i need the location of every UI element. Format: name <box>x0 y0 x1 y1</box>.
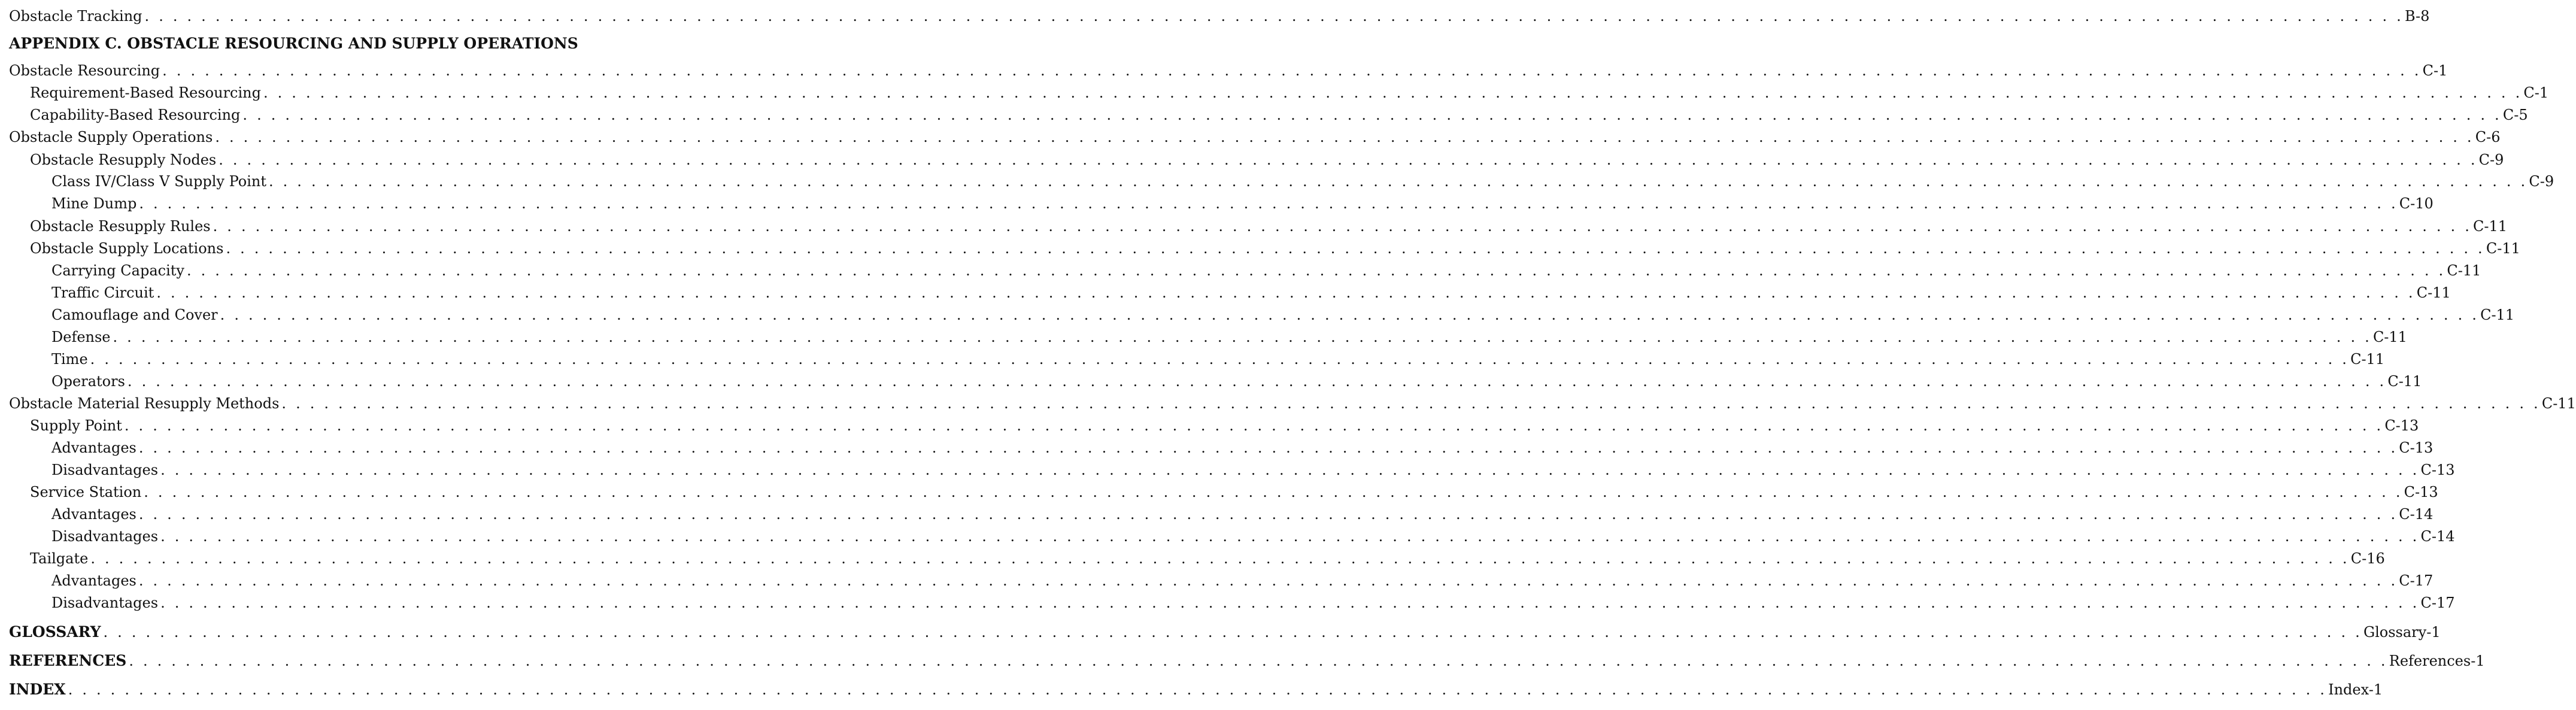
toc-entry <box>9 172 2554 190</box>
toc-entry <box>9 284 2451 302</box>
toc-entry-page: C-11 <box>2541 395 2576 412</box>
toc-entry-label: Advantages <box>51 506 136 523</box>
toc-entry-label: Camouflage and Cover <box>51 307 218 323</box>
dot-leader: . . . . . . . . . . . . . . . . . . . . . . . . . . . . . . . . . . . . . . . . . . . . . . . . . . . . . . . . . . . . . . . . . . . . . . . . . . . . . . . . . . . . . . . . . . . . . . . . . . . . . . . . . . . . . . . . . . . . . . . . . . . . . . . . . . . . . . . . . . . . . . . . . . . . . . . . . . . . . . . . <box>127 373 2387 390</box>
toc-entry <box>9 262 2481 280</box>
toc-entry-page: C-1 <box>2523 84 2549 101</box>
dot-leader: . . . . . . . . . . . . . . . . . . . . . . . . . . . . . . . . . . . . . . . . . . . . . . . . . . . . . . . . . . . . . . . . . . . . . . . . . . . . . . . . . . . . . . . . . . . . . . . . . . . . . . . . . . . . . . . . . . . . . . . . . . . . . . . . . . . . . . . . . . . . . . . . . . . . . . . . . . . . . . . . <box>186 262 2446 279</box>
toc-entry-page: C-14 <box>2420 528 2455 545</box>
toc-entry-label: Obstacle Resupply Nodes <box>30 151 217 168</box>
toc-entry-page: C-11 <box>2473 218 2508 235</box>
toc-entry-label: Disadvantages <box>51 594 159 611</box>
toc-entry <box>9 106 2528 124</box>
toc-entry-page: C-13 <box>2399 439 2434 456</box>
toc-entry-page: C-13 <box>2420 462 2455 478</box>
dot-leader: . . . . . . . . . . . . . . . . . . . . . . . . . . . . . . . . . . . . . . . . . . . . . . . . . . . . . . . . . . . . . . . . . . . . . . . . . . . . . . . . . . . . . . . . . . . . . . . . . . . . . . . . . . . . . . . . . . . . . . . . . . . . . . . . . . . . . . . . . . . . . . . . . . . . . . . . . . . . . . . . <box>160 528 2420 545</box>
dot-leader: . . . . . . . . . . . . . . . . . . . . . . . . . . . . . . . . . . . . . . . . . . . . . . . . . . . . . . . . . . . . . . . . . . . . . . . . . . . . . . . . . . . . . . . . . . . . . . . . . . . . . . . . . . . . . . . . . . . . . . . . . . . . . . . . . . . . . . . . . . . . . . . . . . . . . . . . . . . . . . . . <box>138 506 2398 523</box>
dot-leader: . . . . . . . . . . . . . . . . . . . . . . . . . . . . . . . . . . . . . . . . . . . . . . . . . . . . . . . . . . . . . . . . . . . . . . . . . . . . . . . . . . . . . . . . . . . . . . . . . . . . . . . . . . . . . . . . . . . . . . . . . . . . . . . . . . . . . . . . . . . . . . . . . . . . . . . . . . . . . . . . <box>268 173 2528 190</box>
toc-entry-label: GLOSSARY <box>9 623 101 641</box>
toc-entry-label: Carrying Capacity <box>51 262 184 279</box>
dot-leader: . . . . . . . . . . . . . . . . . . . . . . . . . . . . . . . . . . . . . . . . . . . . . . . . . . . . . . . . . . . . . . . . . . . . . . . . . . . . . . . . . . . . . . . . . . . . . . . . . . . . . . . . . . . . . . . . . . . . . . . . . . . . . . . . . . . . . . . . . . . . . . . . . . . . . . . . . . . . . . . . <box>68 681 2328 698</box>
toc-entry <box>9 505 2434 523</box>
toc-entry <box>9 527 2455 545</box>
dot-leader: . . . . . . . . . . . . . . . . . . . . . . . . . . . . . . . . . . . . . . . . . . . . . . . . . . . . . . . . . . . . . . . . . . . . . . . . . . . . . . . . . . . . . . . . . . . . . . . . . . . . . . . . . . . . . . . . . . . . . . . . . . . . . . . . . . . . . . . . . . . . . . . . . . . . . . . . . . . . . . . . <box>162 62 2422 79</box>
dot-leader: . . . . . . . . . . . . . . . . . . . . . . . . . . . . . . . . . . . . . . . . . . . . . . . . . . . . . . . . . . . . . . . . . . . . . . . . . . . . . . . . . . . . . . . . . . . . . . . . . . . . . . . . . . . . . . . . . . . . . . . . . . . . . . . . . . . . . . . . . . . . . . . . . . . . . . . . . . . . . . . . <box>90 351 2350 368</box>
toc-entry-label: Operators <box>51 373 125 390</box>
toc-entry-label: Obstacle Material Resupply Methods <box>9 395 280 412</box>
dot-leader: . . . . . . . . . . . . . . . . . . . . . . . . . . . . . . . . . . . . . . . . . . . . . . . . . . . . . . . . . . . . . . . . . . . . . . . . . . . . . . . . . . . . . . . . . . . . . . . . . . . . . . . . . . . . . . . . . . . . . . . . . . . . . . . . . . . . . . . . . . . . . . . . . . . . . . . . . . . . . . . . <box>242 107 2502 123</box>
dot-leader: . . . . . . . . . . . . . . . . . . . . . . . . . . . . . . . . . . . . . . . . . . . . . . . . . . . . . . . . . . . . . . . . . . . . . . . . . . . . . . . . . . . . . . . . . . . . . . . . . . . . . . . . . . . . . . . . . . . . . . . . . . . . . . . . . . . . . . . . . . . . . . . . . . . . . . . . . . . . . . . . <box>144 484 2403 500</box>
toc-entry-page: C-11 <box>2447 262 2481 279</box>
dot-leader: . . . . . . . . . . . . . . . . . . . . . . . . . . . . . . . . . . . . . . . . . . . . . . . . . . . . . . . . . . . . . . . . . . . . . . . . . . . . . . . . . . . . . . . . . . . . . . . . . . . . . . . . . . . . . . . . . . . . . . . . . . . . . . . . . . . . . . . . . . . . . . . . . . . . . . . . . . . . . . . . <box>160 462 2420 478</box>
toc-entry-label: Disadvantages <box>51 462 159 478</box>
toc-entry <box>9 594 2455 612</box>
dot-leader: . . . . . . . . . . . . . . . . . . . . . . . . . . . . . . . . . . . . . . . . . . . . . . . . . . . . . . . . . . . . . . . . . . . . . . . . . . . . . . . . . . . . . . . . . . . . . . . . . . . . . . . . . . . . . . . . . . . . . . . . . . . . . . . . . . . . . . . . . . . . . . . . . . . . . . . . . . . . . . . . <box>90 550 2350 567</box>
dot-leader: . . . . . . . . . . . . . . . . . . . . . . . . . . . . . . . . . . . . . . . . . . . . . . . . . . . . . . . . . . . . . . . . . . . . . . . . . . . . . . . . . . . . . . . . . . . . . . . . . . . . . . . . . . . . . . . . . . . . . . . . . . . . . . . . . . . . . . . . . . . . . . . . . . . . . . . . . . . . . . . . <box>139 195 2398 212</box>
toc-entry <box>9 350 2385 368</box>
toc-entry-page: C-11 <box>2387 373 2422 390</box>
toc-entry <box>9 483 2438 501</box>
toc-entry-page: C-1 <box>2422 62 2448 79</box>
toc-entry-page: B-8 <box>2404 8 2430 25</box>
toc-entry-page: C-16 <box>2350 550 2385 567</box>
toc-entry-label: APPENDIX C. OBSTACLE RESOURCING AND SUPPLY OPERATIONS <box>9 35 578 52</box>
toc-entry <box>9 328 2407 346</box>
toc-entry-page: C-13 <box>2404 484 2438 500</box>
toc-entry-page: C-10 <box>2399 195 2434 212</box>
dot-leader: . . . . . . . . . . . . . . . . . . . . . . . . . . . . . . . . . . . . . . . . . . . . . . . . . . . . . . . . . . . . . . . . . . . . . . . . . . . . . . . . . . . . . . . . . . . . . . . . . . . . . . . . . . . . . . . . . . . . . . . . . . . . . . . . . . . . . . . . . . . . . . . . . . . . . . . . . . . . . . . . <box>213 218 2472 235</box>
dot-leader: . . . . . . . . . . . . . . . . . . . . . . . . . . . . . . . . . . . . . . . . . . . . . . . . . . . . . . . . . . . . . . . . . . . . . . . . . . . . . . . . . . . . . . . . . . . . . . . . . . . . . . . . . . . . . . . . . . . . . . . . . . . . . . . . . . . . . . . . . . . . . . . . . . . . . . . . . . . . . . . . <box>138 572 2398 589</box>
toc-entry <box>9 652 2485 670</box>
toc-entry <box>9 195 2434 213</box>
toc-entry-page: C-9 <box>2478 151 2504 168</box>
toc-entry-page: C-11 <box>2416 284 2451 301</box>
toc-entry-label: Supply Point <box>30 417 122 434</box>
toc-entry-page: C-17 <box>2399 572 2434 589</box>
toc-entry-label: Obstacle Tracking <box>9 8 142 25</box>
toc-entry-page: C-17 <box>2420 594 2455 611</box>
toc-entry-label: Mine Dump <box>51 195 137 212</box>
toc-entry <box>9 550 2385 568</box>
dot-leader: . . . . . . . . . . . . . . . . . . . . . . . . . . . . . . . . . . . . . . . . . . . . . . . . . . . . . . . . . . . . . . . . . . . . . . . . . . . . . . . . . . . . . . . . . . . . . . . . . . . . . . . . . . . . . . . . . . . . . . . . . . . . . . . . . . . . . . . . . . . . . . . . . . . . . . . . . . . . . . . . <box>226 240 2485 257</box>
dot-leader: . . . . . . . . . . . . . . . . . . . . . . . . . . . . . . . . . . . . . . . . . . . . . . . . . . . . . . . . . . . . . . . . . . . . . . . . . . . . . . . . . . . . . . . . . . . . . . . . . . . . . . . . . . . . . . . . . . . . . . . . . . . . . . . . . . . . . . . . . . . . . . . . . . . . . . . . . . . . . . . . <box>138 439 2398 456</box>
dot-leader: . . . . . . . . . . . . . . . . . . . . . . . . . . . . . . . . . . . . . . . . . . . . . . . . . . . . . . . . . . . . . . . . . . . . . . . . . . . . . . . . . . . . . . . . . . . . . . . . . . . . . . . . . . . . . . . . . . . . . . . . . . . . . . . . . . . . . . . . . . . . . . . . . . . . . . . . . . . . . . . . <box>160 594 2420 611</box>
toc-entry-label: Obstacle Supply Locations <box>30 240 224 257</box>
toc-entry-label: INDEX <box>9 681 66 698</box>
toc-entry-label: Traffic Circuit <box>51 284 154 301</box>
toc-entry-page: C-11 <box>2350 351 2385 368</box>
toc-entry-label: Tailgate <box>30 550 89 567</box>
dot-leader: . . . . . . . . . . . . . . . . . . . . . . . . . . . . . . . . . . . . . . . . . . . . . . . . . . . . . . . . . . . . . . . . . . . . . . . . . . . . . . . . . . . . . . . . . . . . . . . . . . . . . . . . . . . . . . . . . . . . . . . . . . . . . . . . . . . . . . . . . . . . . . . . . . . . . . . . . . . . . . . . <box>215 129 2474 145</box>
toc-entry-page: Index-1 <box>2328 681 2383 698</box>
toc-entry <box>9 7 2430 25</box>
toc-entry-label: REFERENCES <box>9 652 127 669</box>
toc-entry-label: Capability-Based Resourcing <box>30 107 241 123</box>
toc-entry <box>9 681 2383 699</box>
toc-entry-label: Requirement-Based Resourcing <box>30 84 261 101</box>
dot-leader: . . . . . . . . . . . . . . . . . . . . . . . . . . . . . . . . . . . . . . . . . . . . . . . . . . . . . . . . . . . . . . . . . . . . . . . . . . . . . . . . . . . . . . . . . . . . . . . . . . . . . . . . . . . . . . . . . . . . . . . . . . . . . . . . . . . . . . . . . . . . . . . . . . . . . . . . . . . . . . . . <box>144 8 2404 25</box>
toc-entry <box>9 217 2508 235</box>
toc-heading <box>9 35 702 53</box>
toc-entry-page: C-11 <box>2486 240 2520 257</box>
toc-entry <box>9 306 2515 324</box>
toc-entry-label: Service Station <box>30 484 142 500</box>
toc-entry-label: Time <box>51 351 88 368</box>
dot-leader: . . . . . . . . . . . . . . . . . . . . . . . . . . . . . . . . . . . . . . . . . . . . . . . . . . . . . . . . . . . . . . . . . . . . . . . . . . . . . . . . . . . . . . . . . . . . . . . . . . . . . . . . . . . . . . . . . . . . . . . . . . . . . . . . . . . . . . . . . . . . . . . . . . . . . . . . . . . . . . . . <box>156 284 2416 301</box>
toc-entry-label: Defense <box>51 329 111 345</box>
toc-entry-page: C-6 <box>2475 129 2501 145</box>
toc-entry <box>9 439 2434 457</box>
toc-entry-page: C-5 <box>2502 107 2528 123</box>
toc-entry-label: Obstacle Supply Operations <box>9 129 213 145</box>
toc-entry-page: C-14 <box>2399 506 2434 523</box>
toc-entry <box>9 84 2549 102</box>
dot-leader: . . . . . . . . . . . . . . . . . . . . . . . . . . . . . . . . . . . . . . . . . . . . . . . . . . . . . . . . . . . . . . . . . . . . . . . . . . . . . . . . . . . . . . . . . . . . . . . . . . . . . . . . . . . . . . . . . . . . . . . . . . . . . . . . . . . . . . . . . . . . . . . . . . . . . . . . . . . . . . . . <box>103 624 2362 641</box>
toc-entry-page: References-1 <box>2389 653 2485 669</box>
toc-entry <box>9 572 2434 590</box>
toc-entry-label: Class IV/Class V Supply Point <box>51 173 266 190</box>
dot-leader: . . . . . . . . . . . . . . . . . . . . . . . . . . . . . . . . . . . . . . . . . . . . . . . . . . . . . . . . . . . . . . . . . . . . . . . . . . . . . . . . . . . . . . . . . . . . . . . . . . . . . . . . . . . . . . . . . . . . . . . . . . . . . . . . . . . . . . . . . . . . . . . . . . . . . . . . . . . . . . . . <box>219 151 2478 168</box>
toc-entry-page: C-9 <box>2529 173 2554 190</box>
toc-entry <box>9 623 2441 641</box>
toc-entry <box>9 417 2419 435</box>
toc-entry-label: Advantages <box>51 572 136 589</box>
dot-leader: . . . . . . . . . . . . . . . . . . . . . . . . . . . . . . . . . . . . . . . . . . . . . . . . . . . . . . . . . . . . . . . . . . . . . . . . . . . . . . . . . . . . . . . . . . . . . . . . . . . . . . . . . . . . . . . . . . . . . . . . . . . . . . . . . . . . . . . . . . . . . . . . . . . . . . . . . . . . . . . . <box>129 653 2388 669</box>
dot-leader: . . . . . . . . . . . . . . . . . . . . . . . . . . . . . . . . . . . . . . . . . . . . . . . . . . . . . . . . . . . . . . . . . . . . . . . . . . . . . . . . . . . . . . . . . . . . . . . . . . . . . . . . . . . . . . . . . . . . . . . . . . . . . . . . . . . . . . . . . . . . . . . . . . . . . . . . . . . . . . . . <box>124 417 2384 434</box>
toc-entry-label: Obstacle Resourcing <box>9 62 160 79</box>
toc-entry-label: Advantages <box>51 439 136 456</box>
toc-entry <box>9 372 2422 390</box>
toc-entry <box>9 151 2504 169</box>
dot-leader: . . . . . . . . . . . . . . . . . . . . . . . . . . . . . . . . . . . . . . . . . . . . . . . . . . . . . . . . . . . . . . . . . . . . . . . . . . . . . . . . . . . . . . . . . . . . . . . . . . . . . . . . . . . . . . . . . . . . . . . . . . . . . . . . . . . . . . . . . . . . . . . . . . . . . . . . . . . . . . . . <box>263 84 2523 101</box>
toc-entry-page: Glossary-1 <box>2363 624 2441 641</box>
toc-entry-label: Obstacle Resupply Rules <box>30 218 211 235</box>
toc-entry <box>9 62 2448 80</box>
dot-leader: . . . . . . . . . . . . . . . . . . . . . . . . . . . . . . . . . . . . . . . . . . . . . . . . . . . . . . . . . . . . . . . . . . . . . . . . . . . . . . . . . . . . . . . . . . . . . . . . . . . . . . . . . . . . . . . . . . . . . . . . . . . . . . . . . . . . . . . . . . . . . . . . . . . . . . . . . . . . . . . . <box>281 395 2541 412</box>
toc-entry-page: C-11 <box>2372 329 2407 345</box>
toc-entry-page: C-11 <box>2480 307 2515 323</box>
toc-entry <box>9 128 2501 146</box>
dot-leader: . . . . . . . . . . . . . . . . . . . . . . . . . . . . . . . . . . . . . . . . . . . . . . . . . . . . . . . . . . . . . . . . . . . . . . . . . . . . . . . . . . . . . . . . . . . . . . . . . . . . . . . . . . . . . . . . . . . . . . . . . . . . . . . . . . . . . . . . . . . . . . . . . . . . . . . . . . . . . . . . <box>113 329 2372 345</box>
toc-entry-page: C-13 <box>2384 417 2419 434</box>
toc-entry-label: Disadvantages <box>51 528 159 545</box>
dot-leader: . . . . . . . . . . . . . . . . . . . . . . . . . . . . . . . . . . . . . . . . . . . . . . . . . . . . . . . . . . . . . . . . . . . . . . . . . . . . . . . . . . . . . . . . . . . . . . . . . . . . . . . . . . . . . . . . . . . . . . . . . . . . . . . . . . . . . . . . . . . . . . . . . . . . . . . . . . . . . . . . <box>220 307 2480 323</box>
toc-entry <box>9 239 2520 257</box>
toc-entry <box>9 461 2455 479</box>
toc-entry <box>9 395 2576 412</box>
